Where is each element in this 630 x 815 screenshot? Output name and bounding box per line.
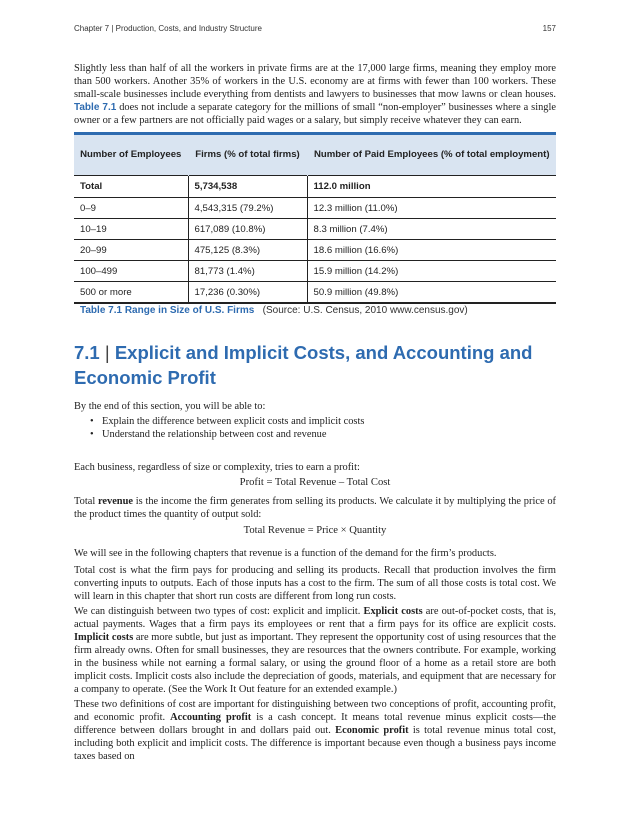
intro-paragraph (74, 62, 556, 127)
table-caption-label: Table 7.1 Range in Size of U.S. Firms (80, 305, 255, 316)
table-cell: 10–19 (74, 219, 188, 240)
term-explicit-costs: Explicit costs (363, 606, 423, 617)
learning-objectives-list (90, 415, 364, 441)
section-separator: | (104, 342, 110, 363)
table-cell: 50.9 million (49.8%) (307, 282, 556, 304)
table-cell: 20–99 (74, 240, 188, 261)
table-cell: 8.3 million (7.4%) (307, 219, 556, 240)
running-header (74, 24, 556, 33)
text-span: is the income the firm generates from selling its products. We calculate it by multiplying the price of the product times the quantity of output sold: (74, 496, 556, 520)
table-caption-source: (Source: U.S. Census, 2010 www.census.gov) (262, 305, 468, 316)
table-cell: 0–9 (74, 198, 188, 219)
table-cell: Total (74, 176, 188, 198)
table-cell: 12.3 million (11.0%) (307, 198, 556, 219)
section-title: Explicit and Implicit Costs, and Accounting and Economic Profit (74, 342, 533, 388)
intro-text-2: does not include a separate category for the millions of small “non-employer” businesses where a single owner or a few partners are not officially paid wages or a salary, but simply receive whatever they can earn. (74, 102, 556, 126)
body-paragraph-2 (74, 495, 556, 521)
body-paragraph-3: We will see in the following chapters that revenue is a function of the demand for the firm’s products. (74, 548, 497, 559)
intro-text-1: Slightly less than half of all the workers in private firms are at the 17,000 large firms, meaning they employ more than 500 workers. Another 35% of workers in the U.S. economy are at firms with fewer than 100 workers. These small-scale businesses include everything from dentists and lawyers to businesses that mow lawns or clean houses. (74, 63, 556, 100)
table-cell: 5,734,538 (188, 176, 307, 198)
table-row (74, 198, 556, 219)
text-span: These two definitions of cost are important for distinguishing between two conceptions of profit, accounting profit, and economic profit. (74, 699, 556, 723)
col-header-employees: Number of Employees (74, 134, 188, 176)
table-cell: 18.6 million (16.6%) (307, 240, 556, 261)
table-cell: 100–499 (74, 261, 188, 282)
table-caption (80, 305, 468, 316)
text-span: are out-of-pocket costs, that is, actual payments. Wages that a firm pays its employees or rent that a firm pays for its office are explicit costs. (74, 606, 556, 630)
profit-equation: Profit = Total Revenue – Total Cost (239, 477, 391, 488)
term-implicit-costs: Implicit costs (74, 632, 134, 643)
chapter-title: Chapter 7 | Production, Costs, and Industry Structure (74, 24, 262, 33)
text-span: are more subtle, but just as important. They represent the opportunity cost of using resources that the firm already owns. Often for small businesses, they are resources that the owners contribute. For example, working in the business while not earning a formal salary, or using the ground floor of a home as a retail store are both implicit costs. Implicit costs also include the depreciation of goods, materials, and equipment that are necessary for a company to operate. (See the Work It Out feature for an extended example.) (74, 632, 556, 695)
body-paragraph-6 (74, 698, 556, 763)
page-number: 157 (542, 24, 556, 33)
text-span: is total revenue minus total cost, including both explicit and implicit costs. The difference is important because even though a business pays income taxes based on (74, 725, 556, 762)
objectives-lead: By the end of this section, you will be able to: (74, 401, 266, 412)
body-paragraph-5 (74, 605, 556, 696)
list-item: • Understand the relationship between cost and revenue (90, 428, 364, 441)
table-reference-link[interactable]: Table 7.1 (74, 102, 117, 113)
text-span: is a cash concept. It means total revenue minus explicit costs—the difference between dollars brought in and dollars paid out. (74, 712, 556, 736)
col-header-paid-employees: Number of Paid Employees (% of total employment) (307, 134, 556, 176)
body-paragraph-4: Total cost is what the firm pays for producing and selling its products. Recall that production involves the firm converting inputs to outputs. Each of those inputs has a cost to the firm. The sum of all those costs is total cost. We will learn in this chapter that short run costs are different from long run costs. (74, 565, 556, 602)
section-number: 7.1 (74, 342, 100, 363)
table-cell: 475,125 (8.3%) (188, 240, 307, 261)
term-revenue: revenue (97, 496, 133, 507)
body-paragraph-1: Each business, regardless of size or complexity, tries to earn a profit: (74, 462, 360, 473)
table-row (74, 282, 556, 304)
table-cell: 500 or more (74, 282, 188, 304)
section-heading (74, 340, 556, 390)
table-cell: 17,236 (0.30%) (188, 282, 307, 304)
term-economic-profit: Economic profit (335, 725, 409, 736)
table-row-total (74, 176, 556, 198)
table-cell: 617,089 (10.8%) (188, 219, 307, 240)
text-span: Total (74, 496, 98, 507)
table-cell: 15.9 million (14.2%) (307, 261, 556, 282)
table-cell: 4,543,315 (79.2%) (188, 198, 307, 219)
table-cell: 112.0 million (307, 176, 556, 198)
revenue-equation: Total Revenue = Price × Quantity (243, 525, 387, 536)
table-row (74, 240, 556, 261)
term-accounting-profit: Accounting profit (170, 712, 252, 723)
table-header-row (74, 134, 556, 176)
col-header-firms: Firms (% of total firms) (188, 134, 307, 176)
text-span: We can distinguish between two types of cost: explicit and implicit. (74, 606, 364, 617)
table-cell: 81,773 (1.4%) (188, 261, 307, 282)
table-row (74, 261, 556, 282)
table-row (74, 219, 556, 240)
firm-size-table (74, 132, 556, 304)
list-item: • Explain the difference between explicit costs and implicit costs (90, 415, 364, 428)
